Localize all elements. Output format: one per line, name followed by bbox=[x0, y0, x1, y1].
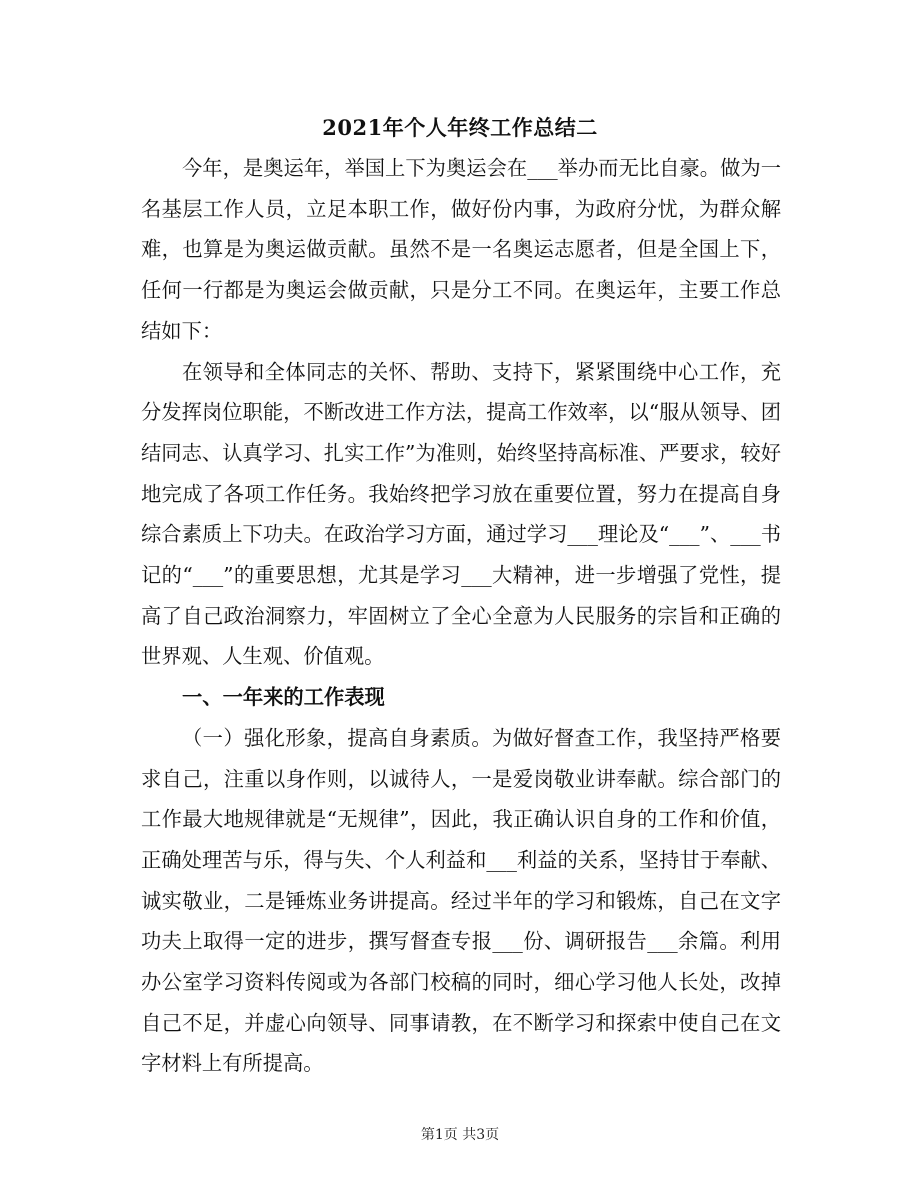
document-body bbox=[141, 148, 781, 1084]
paragraph-study: 在领导和全体同志的关怀、帮助、支持下，紧紧围绕中心工作，充分发挥岗位职能，不断改进工作方法，提高工作效率，以“服从领导、团结同志、认真学习、扎实工作”为准则，始终坚持高标准、严要求，较好地完成了各项工作任务。我始终把学习放在重要位置，努力在提高自身综合素质上下功夫。在政治学习方面，通过学习___理论及“___”、___书记的“___”的重要思想，尤其是学习___大精神，进一步增强了党性，提高了自己政治洞察力，牢固树立了全心全意为人民服务的宗旨和正确的世界观、人生观、价值观。 bbox=[141, 359, 781, 669]
paragraph-image: （一）强化形象，提高自身素质。为做好督查工作，我坚持严格要求自己，注重以身作则，以诚待人，一是爱岗敬业讲奉献。综合部门的工作最大地规律就是“无规律”，因此，我正确认识自身的工作和价值，正确处理苦与乐，得与失、个人利益和___利益的关系，坚持甘于奉献、诚实敬业，二是锤炼业务讲提高。经过半年的学习和锻炼，自己在文字功夫上取得一定的进步，撰写督查专报___份、调研报告___余篇。利用办公室学习资料传阅或为各部门校稿的同时，细心学习他人长处，改掉自己不足，并虚心向领导、同事请教，在不断学习和探索中使自己在文字材料上有所提高。 bbox=[141, 725, 781, 1076]
page-footer: 第1页 共3页 bbox=[420, 1127, 500, 1143]
document-title: 2021年个人年终工作总结二 bbox=[322, 115, 598, 140]
section-heading: 一、一年来的工作表现 bbox=[182, 685, 385, 710]
paragraph-intro: 今年，是奥运年，举国上下为奥运会在___举办而无比自豪。做为一名基层工作人员，立足本职工作，做好份内事，为政府分忧，为群众解难，也算是为奥运做贡献。虽然不是一名奥运志愿者，但是全国上下，任何一行都是为奥运会做贡献，只是分工不同。在奥运年，主要工作总结如下： bbox=[141, 156, 781, 343]
